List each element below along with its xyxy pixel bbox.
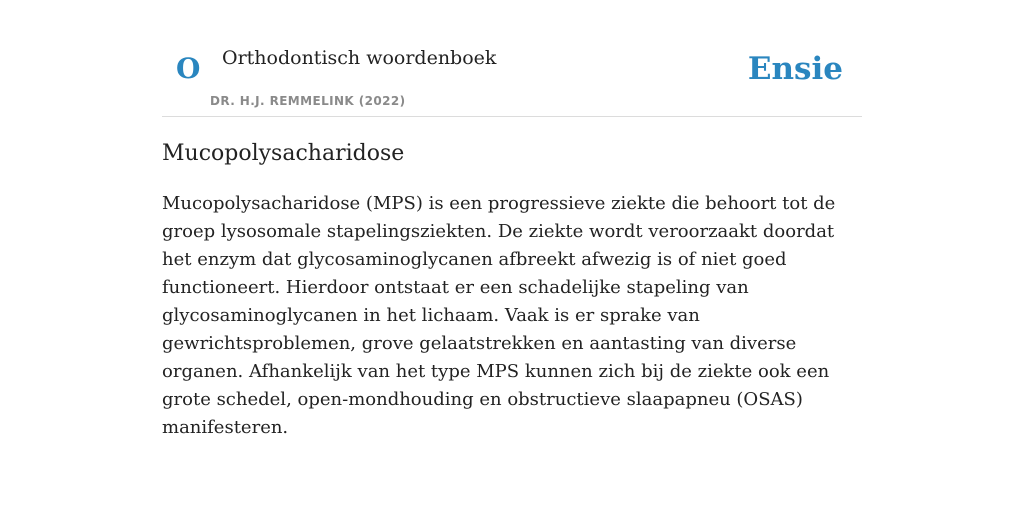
dictionary-letter[interactable]: O bbox=[176, 52, 201, 85]
ensie-logo[interactable]: Ensie bbox=[747, 51, 843, 87]
entry-title: Mucopolysacharidose bbox=[162, 141, 405, 166]
entry bbox=[162, 138, 862, 442]
dictionary-title[interactable]: Orthodontisch woordenboek bbox=[222, 47, 497, 69]
entry-definition: Mucopolysacharidose (MPS) is een progressieve ziekte die behoort tot de groep lysosomale stapelingsziekten. De ziekte wordt veroorzaakt doordat het enzym dat glycosaminoglycanen afbreekt afwezig is of niet goed functioneert. Hierdoor ontstaat er een schadelijke stapeling van glycosaminoglycanen in het lichaam. Vaak is er sprake van gewrichtsproblemen, grove gelaatstrekken en aantasting van diverse organen. Afhankelijk van het type MPS kunnen zich bij de ziekte ook een grote schedel, open-mondhouding en obstructieve slaapapneu (OSAS) manifesteren. bbox=[162, 193, 836, 438]
dictionary-header bbox=[162, 0, 862, 117]
dictionary-author: DR. H.J. REMMELINK (2022) bbox=[210, 94, 406, 108]
